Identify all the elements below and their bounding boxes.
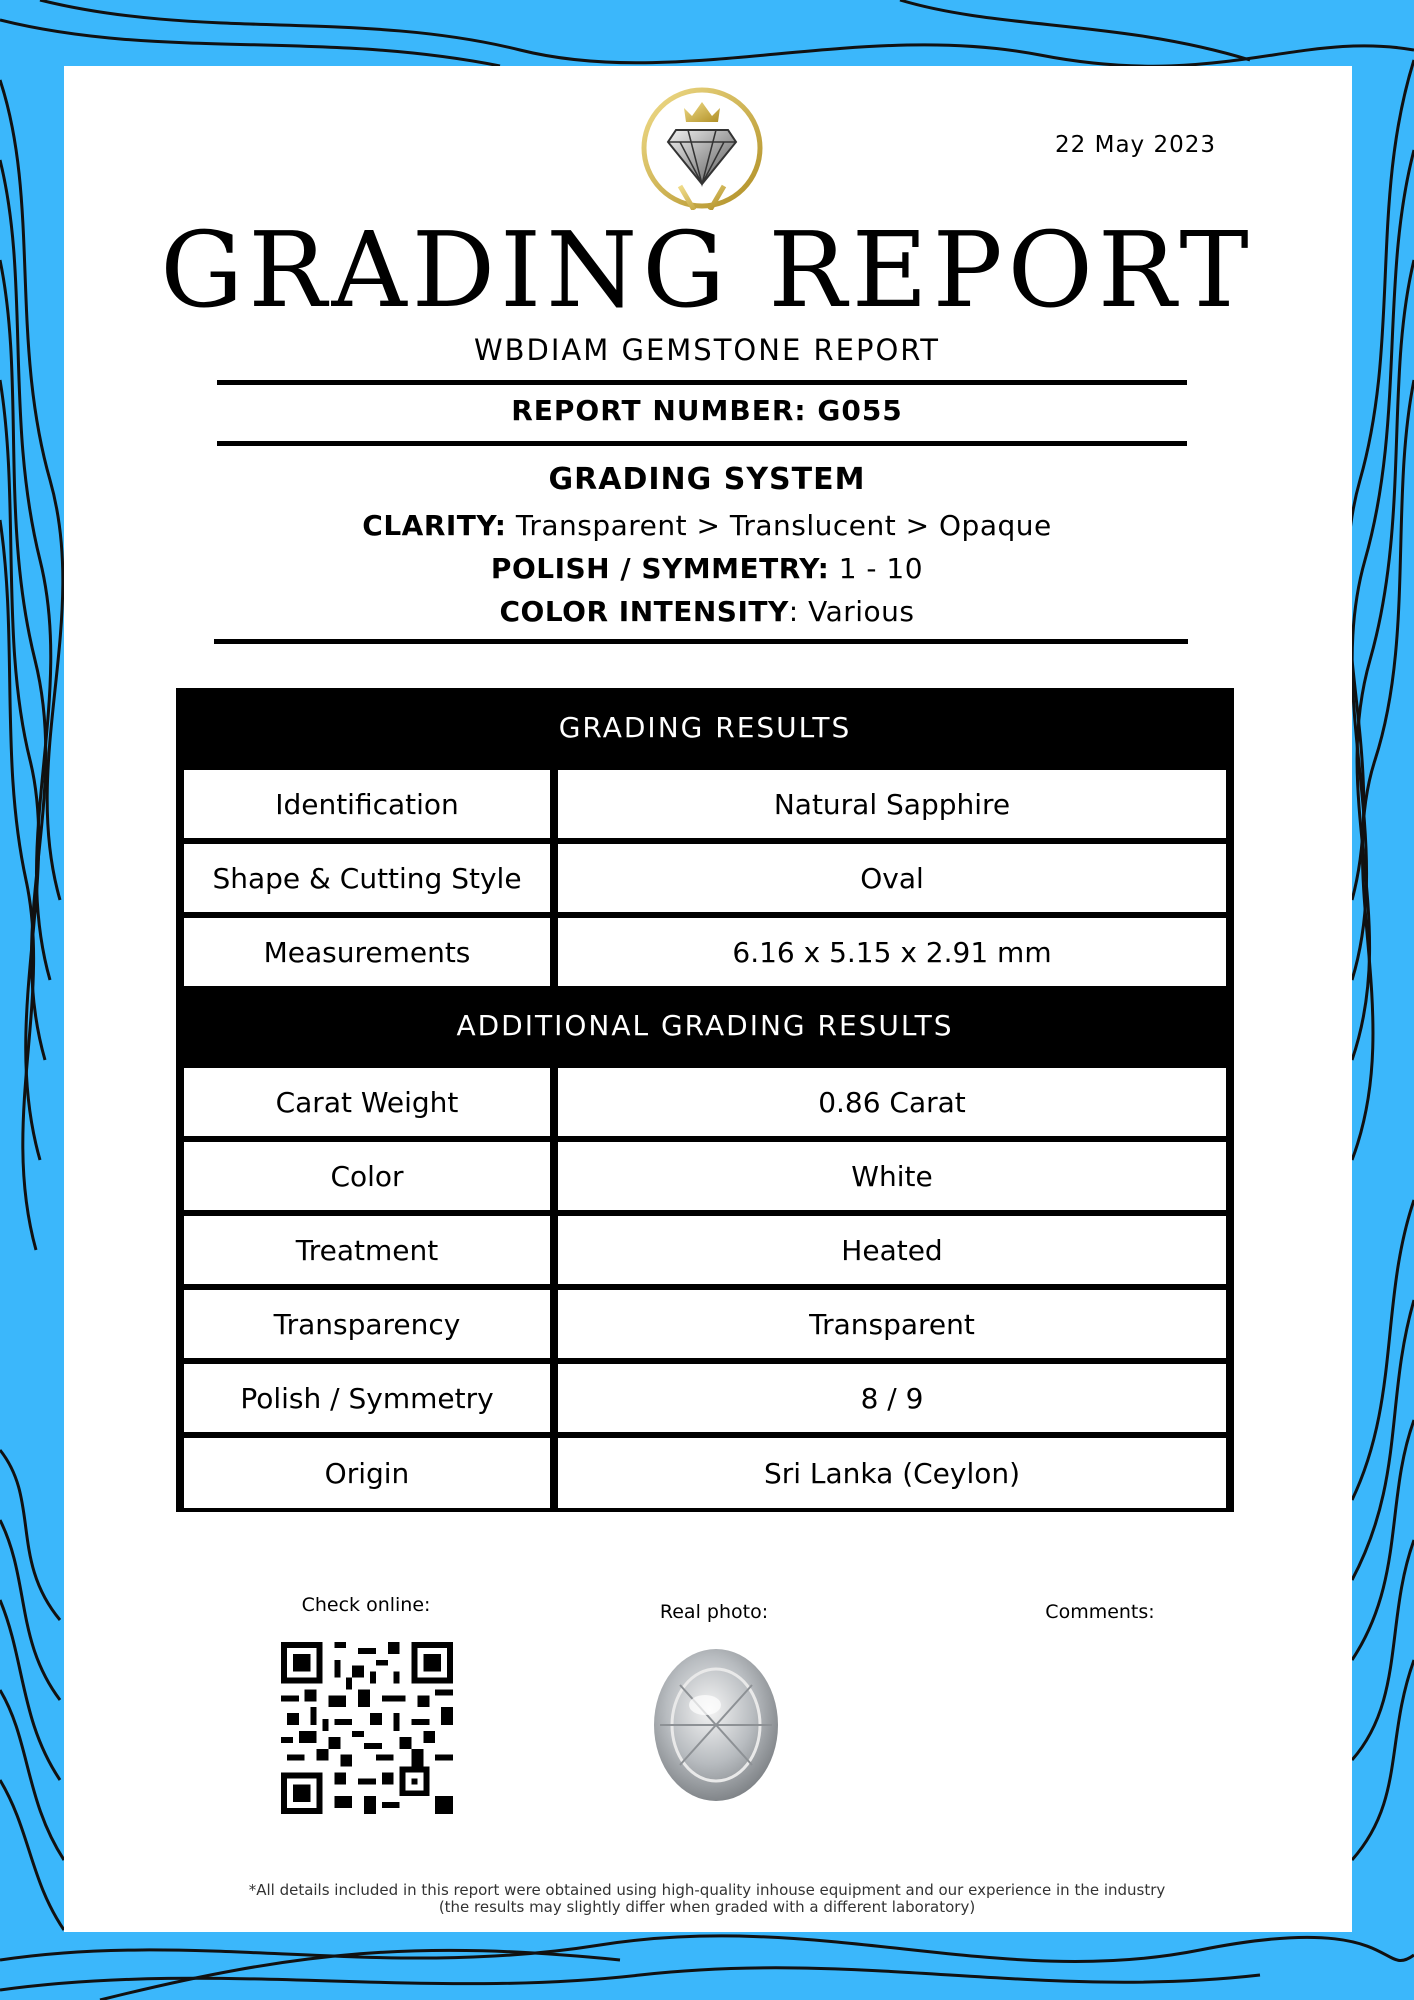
grading-results-header: GRADING RESULTS [180, 692, 1230, 764]
table-row-value: 8 / 9 [558, 1364, 1226, 1432]
grading-system-polish [0, 552, 1414, 585]
table-row-label: Transparency [184, 1290, 550, 1358]
real-photo-label: Real photo: [659, 1601, 769, 1623]
check-online-label: Check online: [301, 1594, 431, 1616]
polish-value: 1 - 10 [838, 552, 924, 585]
diamond-crown-logo-icon [640, 86, 764, 210]
report-subtitle: WBDIAM GEMSTONE REPORT [473, 333, 941, 367]
table-row-label: Color [184, 1142, 550, 1210]
table-row-label: Origin [184, 1438, 550, 1508]
additional-results-header: ADDITIONAL GRADING RESULTS [180, 990, 1230, 1062]
page-title: GRADING REPORT [160, 209, 1254, 331]
color-intensity-label: COLOR INTENSITY [499, 595, 789, 628]
divider [214, 639, 1188, 644]
report-date: 22 May 2023 [1055, 132, 1216, 158]
table-row-value: Heated [558, 1216, 1226, 1284]
table-row-value: 0.86 Carat [558, 1068, 1226, 1136]
table-row-label: Polish / Symmetry [184, 1364, 550, 1432]
table-row-value: Natural Sapphire [558, 770, 1226, 838]
table-row-label: Shape & Cutting Style [184, 844, 550, 912]
table-row-value: Oval [558, 844, 1226, 912]
report-number: REPORT NUMBER: G055 [511, 394, 903, 427]
table-row-value: Transparent [558, 1290, 1226, 1358]
table-row-value: 6.16 x 5.15 x 2.91 mm [558, 918, 1226, 986]
divider [217, 441, 1187, 446]
disclaimer-line-2: (the results may slightly differ when graded with a different laboratory) [438, 1898, 976, 1916]
grading-system-title: GRADING SYSTEM [548, 462, 866, 497]
polish-label: POLISH / SYMMETRY: [490, 552, 830, 585]
disclaimer-line-1: *All details included in this report were obtained using high-quality inhouse equipment and our experience in the industry [248, 1881, 1166, 1899]
qr-code-icon[interactable] [281, 1642, 453, 1814]
disclaimer [0, 1882, 1414, 1916]
clarity-label: CLARITY: [362, 509, 507, 542]
clarity-value: Transparent > Translucent > Opaque [515, 509, 1052, 542]
grading-system-color [0, 595, 1414, 628]
table-row-label: Treatment [184, 1216, 550, 1284]
table-row-label: Measurements [184, 918, 550, 986]
table-row-value: White [558, 1142, 1226, 1210]
divider [217, 380, 1187, 385]
comments-label: Comments: [1045, 1601, 1155, 1623]
grading-system-clarity [0, 509, 1414, 542]
oval-gemstone-photo [650, 1645, 782, 1805]
color-intensity-value: : Various [788, 595, 915, 628]
table-row-label: Carat Weight [184, 1068, 550, 1136]
table-row-label: Identification [184, 770, 550, 838]
table-row-value: Sri Lanka (Ceylon) [558, 1438, 1226, 1508]
results-table [176, 688, 1234, 1512]
